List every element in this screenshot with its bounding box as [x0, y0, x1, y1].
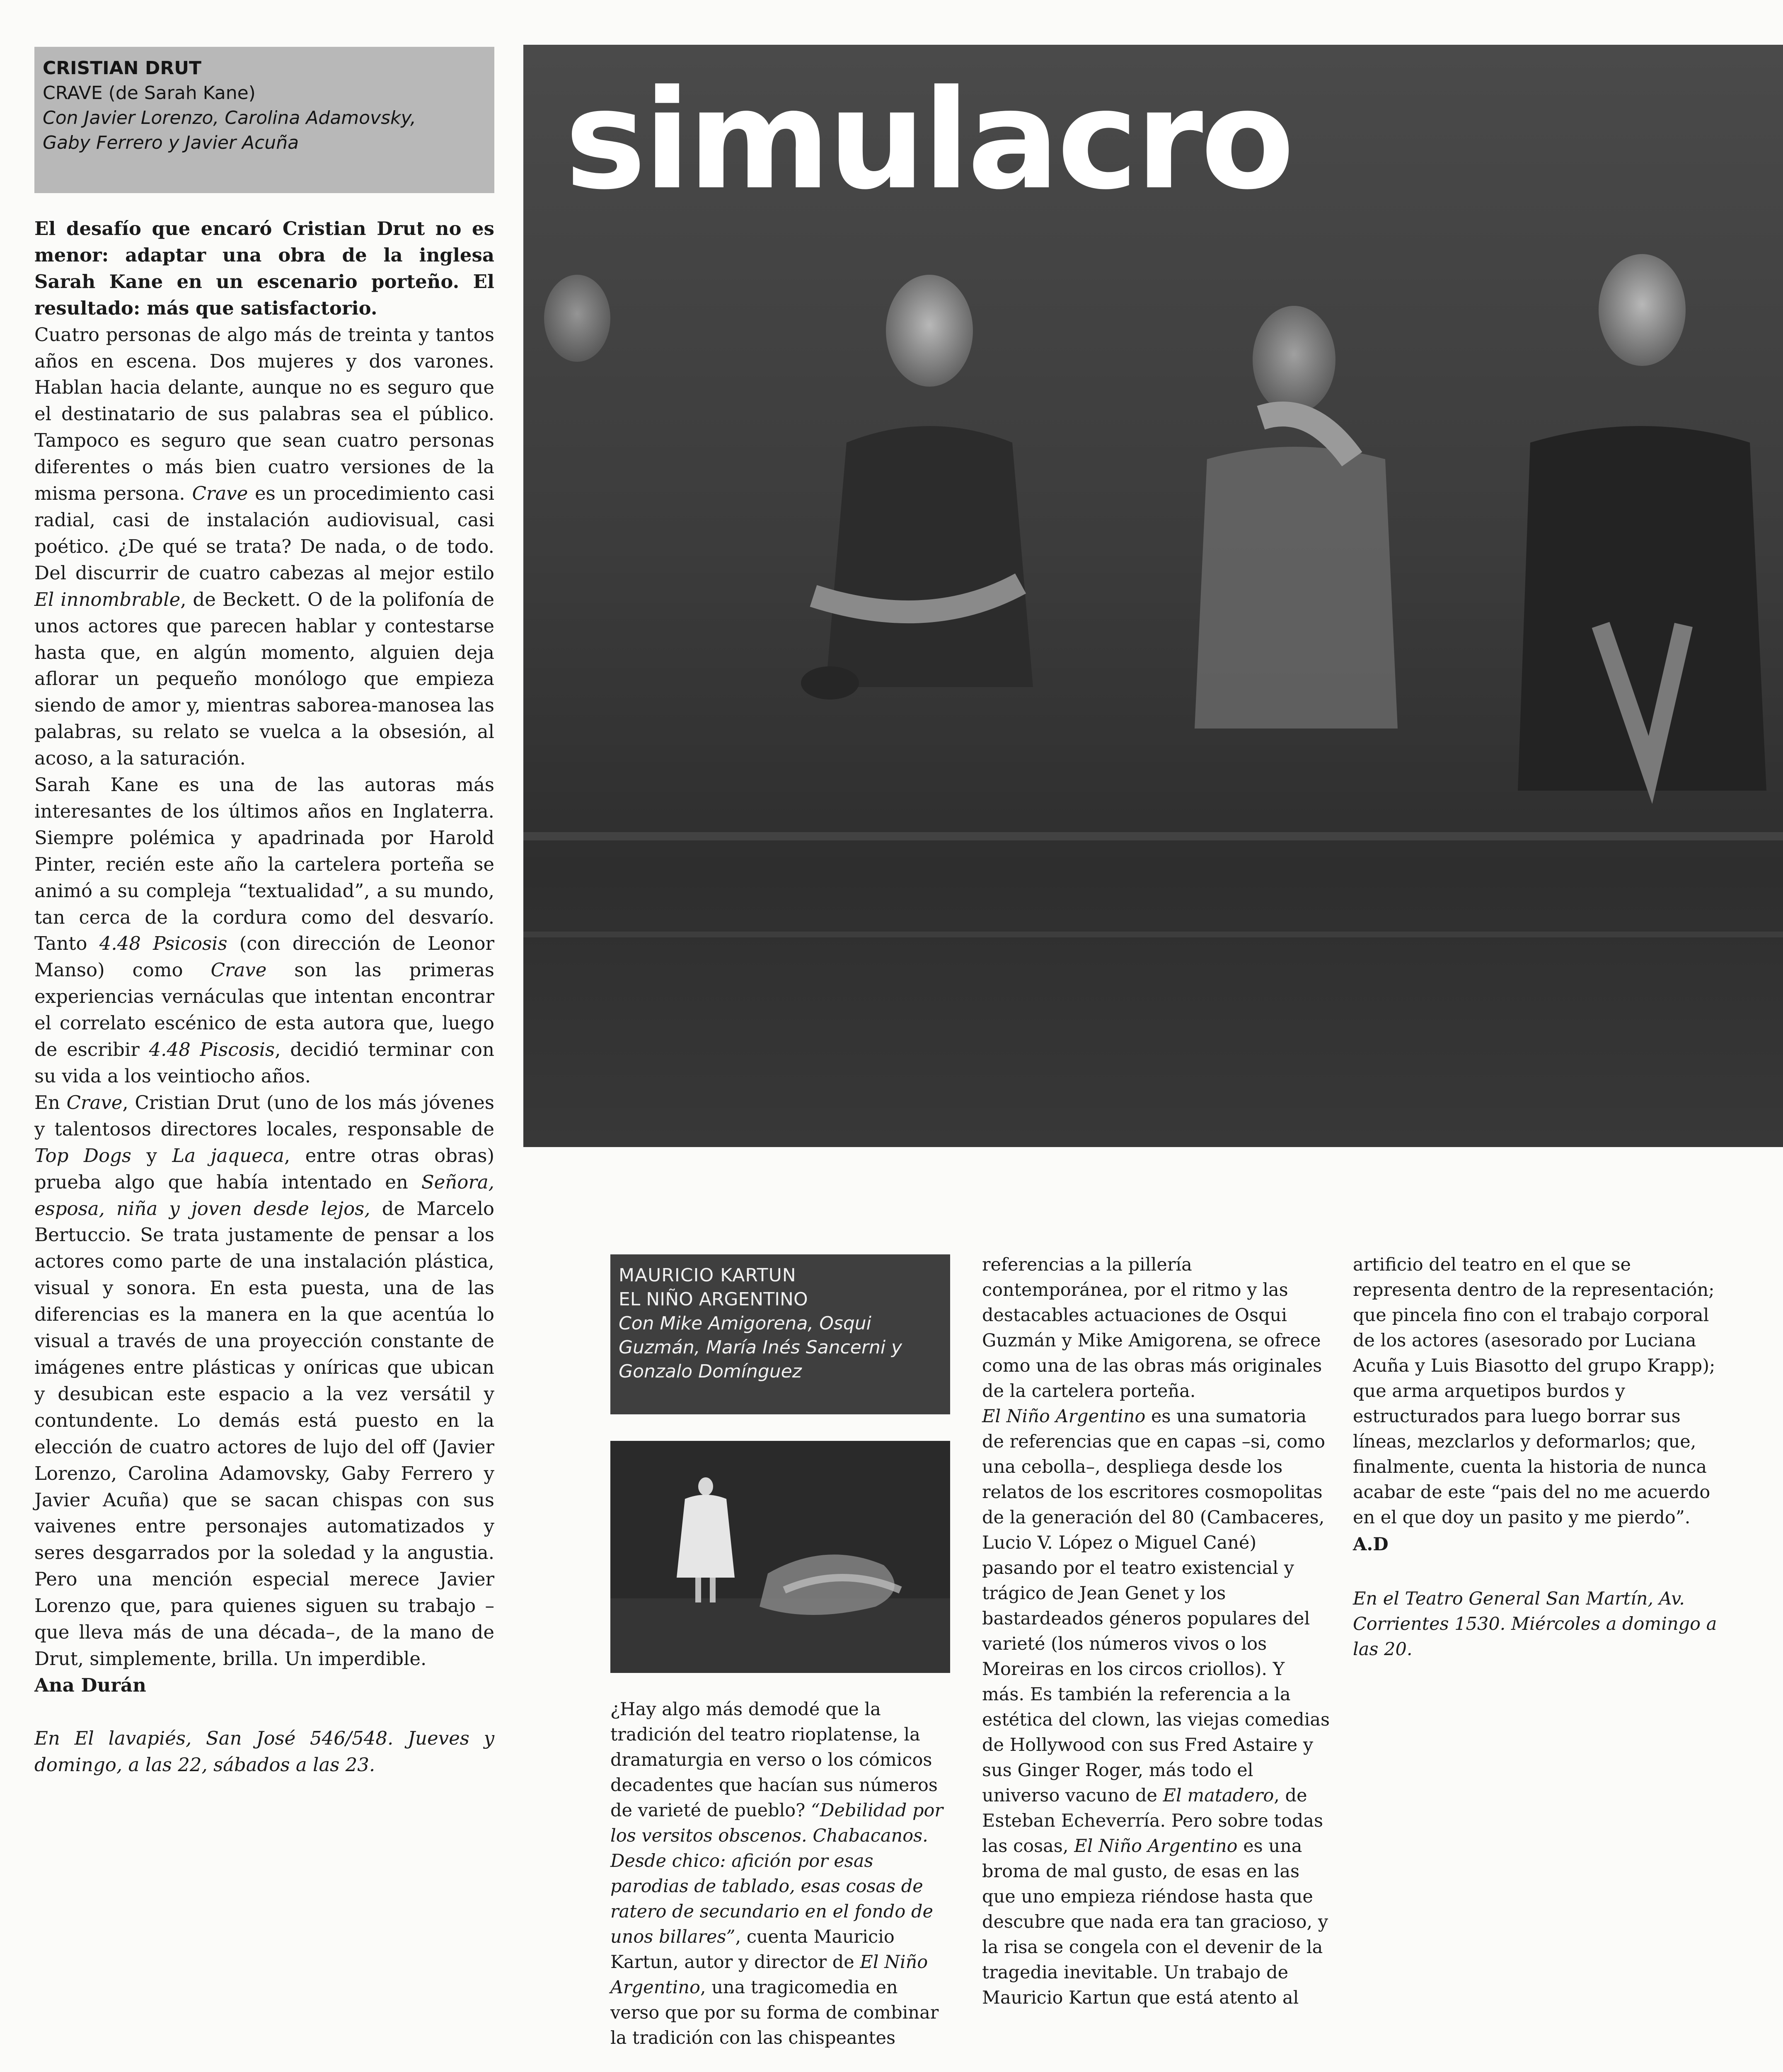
cast-line-3: Gonzalo Domínguez: [619, 1361, 802, 1382]
cast-line-1: Con Javier Lorenzo, Carolina Adamovsky,: [43, 107, 416, 128]
director-name: MAURICIO KARTUN: [619, 1265, 796, 1286]
venue-info: En El lavapiés, San José 546/548. Jueves y domingo, a las 22, sábados a las 23.: [34, 1727, 494, 1776]
hero-title: simulacro: [565, 61, 1292, 220]
play-title: EL NIÑO ARGENTINO: [619, 1289, 808, 1310]
credit-box-nino-argentino: [610, 1254, 950, 1414]
director-name: CRISTIAN DRUT: [43, 58, 201, 79]
paragraph-3: En Crave, Cristian Drut (uno de los más jóvenes y talentosos directores locales, responsable de Top Dogs y La jaqueca, entre otras obras) prueba algo que había intentado en Señora, esposa, niña y joven desde lejos, de Marcelo Bertuccio. Se trata justamente de pensar a los actores como parte de una instalación plástica, visual y sonora. En esta puesta, una de las diferencias es la manera en la que acentúa lo visual a través de una proyección constante de imágenes entre plásticas y oníricas que ubican y desubican este espacio a la vez versátil y contundente. Lo demás está puesto en la elección de cuatro actores de lujo del off (Javier Lorenzo, Carolina Adamovsky, Gaby Ferrero y Javier Acuña) que se sacan chispas con sus vaivenes entre personajes automatizados y seres desgarrados por la soledad y la angustia. Pero una mención especial merece Javier Lorenzo que, para quienes siguen su trabajo –que lleva más de una década–, de la mano de Drut, simplemente, brilla. Un imperdible.: [34, 1091, 495, 1670]
col-2-paragraph-1: referencias a la pillería contemporánea, por el ritmo y las destacables actuaciones de Osqui Guzmán y Mike Amigorena, se ofrece como una de las obras más originales de la cartelera porteña.: [982, 1254, 1322, 1402]
cast-line-2: Gaby Ferrero y Javier Acuña: [43, 132, 299, 153]
venue-info: En el Teatro General San Martín, Av. Corrientes 1530. Miércoles a domingo a las 20.: [1353, 1588, 1717, 1660]
column-1: [610, 1697, 950, 2051]
article-lead: El desafío que encaró Cristian Drut no es menor: adaptar una obra de la inglesa Sarah Kane en un escenario porteño. El resultado: más que satisfactorio.: [34, 218, 494, 319]
article-author: Ana Durán: [34, 1674, 146, 1696]
stage-scene-illustration: [610, 1441, 950, 1673]
col-1-paragraph: ¿Hay algo más demodé que la tradición del teatro rioplatense, la dramaturgia en verso o los cómicos decadentes que hacían sus números de varieté de pueblo? “Debilidad por los versitos obscenos. Chabacanos. Desde chico: afición por esas parodias de tablado, esas cosas de ratero de secundario en el fondo de unos billares”, cuenta Mauricio Kartun, autor y director de El Niño Argentino, una tragicomedia en verso que por su forma de combinar la tradición con las chispeantes: [610, 1699, 943, 2048]
credit-box-crave: [34, 47, 494, 193]
paragraph-1: Cuatro personas de algo más de treinta y tantos años en escena. Dos mujeres y dos varones. Hablan hacia delante, aunque no es seguro que el destinatario de sus palabras sea el público. Tampoco es seguro que sean cuatro personas diferentes o más bien cuatro versiones de la misma persona. Crave es un procedimiento casi radial, casi de instalación audiovisual, casi poético. ¿De qué se trata? De nada, o de todo. Del discurrir de cuatro cabezas al mejor estilo El innombrable, de Beckett. O de la polifonía de unos actores que parecen hablar y contestarse hasta que, en algún momento, alguien deja aflorar un pequeño monólogo que empieza siendo de amor y, mientras saborea-manosea las palabras, su relato se vuelca a la obsesión, al acoso, a la saturación.: [34, 323, 495, 770]
column-2: [982, 1252, 1330, 2011]
col-3-paragraph: artificio del teatro en el que se representa dentro de la representación; que pincela fino con el trabajo corporal de los actores (asesorado por Luciana Acuña y Luis Biasotto del grupo Krapp); que arma arquetipos burdos y estructurados para luego borrar sus líneas, mezclarlos y deformarlos; que, finalmente, cuenta la historia de nunca acabar de este “pais del no me acuerdo en el que doy un pasito y me pierdo”.: [1353, 1254, 1715, 1528]
article-crave: [34, 215, 494, 1778]
hero-photo: [523, 45, 1783, 1147]
stage-photo: [610, 1441, 950, 1673]
cast-line-2: Guzmán, María Inés Sancerni y: [619, 1337, 902, 1358]
column-3: [1353, 1252, 1718, 1662]
col-2-paragraph-2: El Niño Argentino es una sumatoria de referencias que en capas –si, como una cebolla–, despliega desde los relatos de los escritores cosmopolitas de la generación del 80 (Cambaceres, Lucio V. López o Miguel Cané) pasando por el teatro existencial y trágico de Jean Genet y los bastardeados géneros populares del varieté (los números vivos o los Moreiras en los circos criollos). Y más. Es también la referencia a la estética del clown, las viejas comedias de Hollywood con sus Fred Astaire y sus Ginger Roger, más todo el universo vacuno de El matadero, de Esteban Echeverría. Pero sobre todas las cosas, El Niño Argentino es una broma de mal gusto, de esas en las que uno empieza riéndose hasta que descubre que nada era tan gracioso, y la risa se congela con el devenir de la tragedia inevitable. Un trabajo de Mauricio Kartun que está atento al: [982, 1406, 1330, 2008]
play-title: CRAVE (de Sarah Kane): [43, 82, 256, 104]
article-signature: A.D: [1353, 1534, 1389, 1555]
cast-line-1: Con Mike Amigorena, Osqui: [619, 1313, 871, 1334]
paragraph-2: Sarah Kane es una de las autoras más interesantes de los últimos años en Inglaterra. Siempre polémica y apadrinada por Harold Pinter, recién este año la cartelera porteña se animó a su compleja “textualidad”, a su mundo, tan cerca de la cordura como del desvarío. Tanto 4.48 Psicosis (con dirección de Leonor Manso) como Crave son las primeras experiencias vernáculas que intentan encontrar el correlato escénico de esta autora que, luego de escribir 4.48 Piscosis, decidió terminar con su vida a los veintiocho años.: [34, 774, 495, 1087]
